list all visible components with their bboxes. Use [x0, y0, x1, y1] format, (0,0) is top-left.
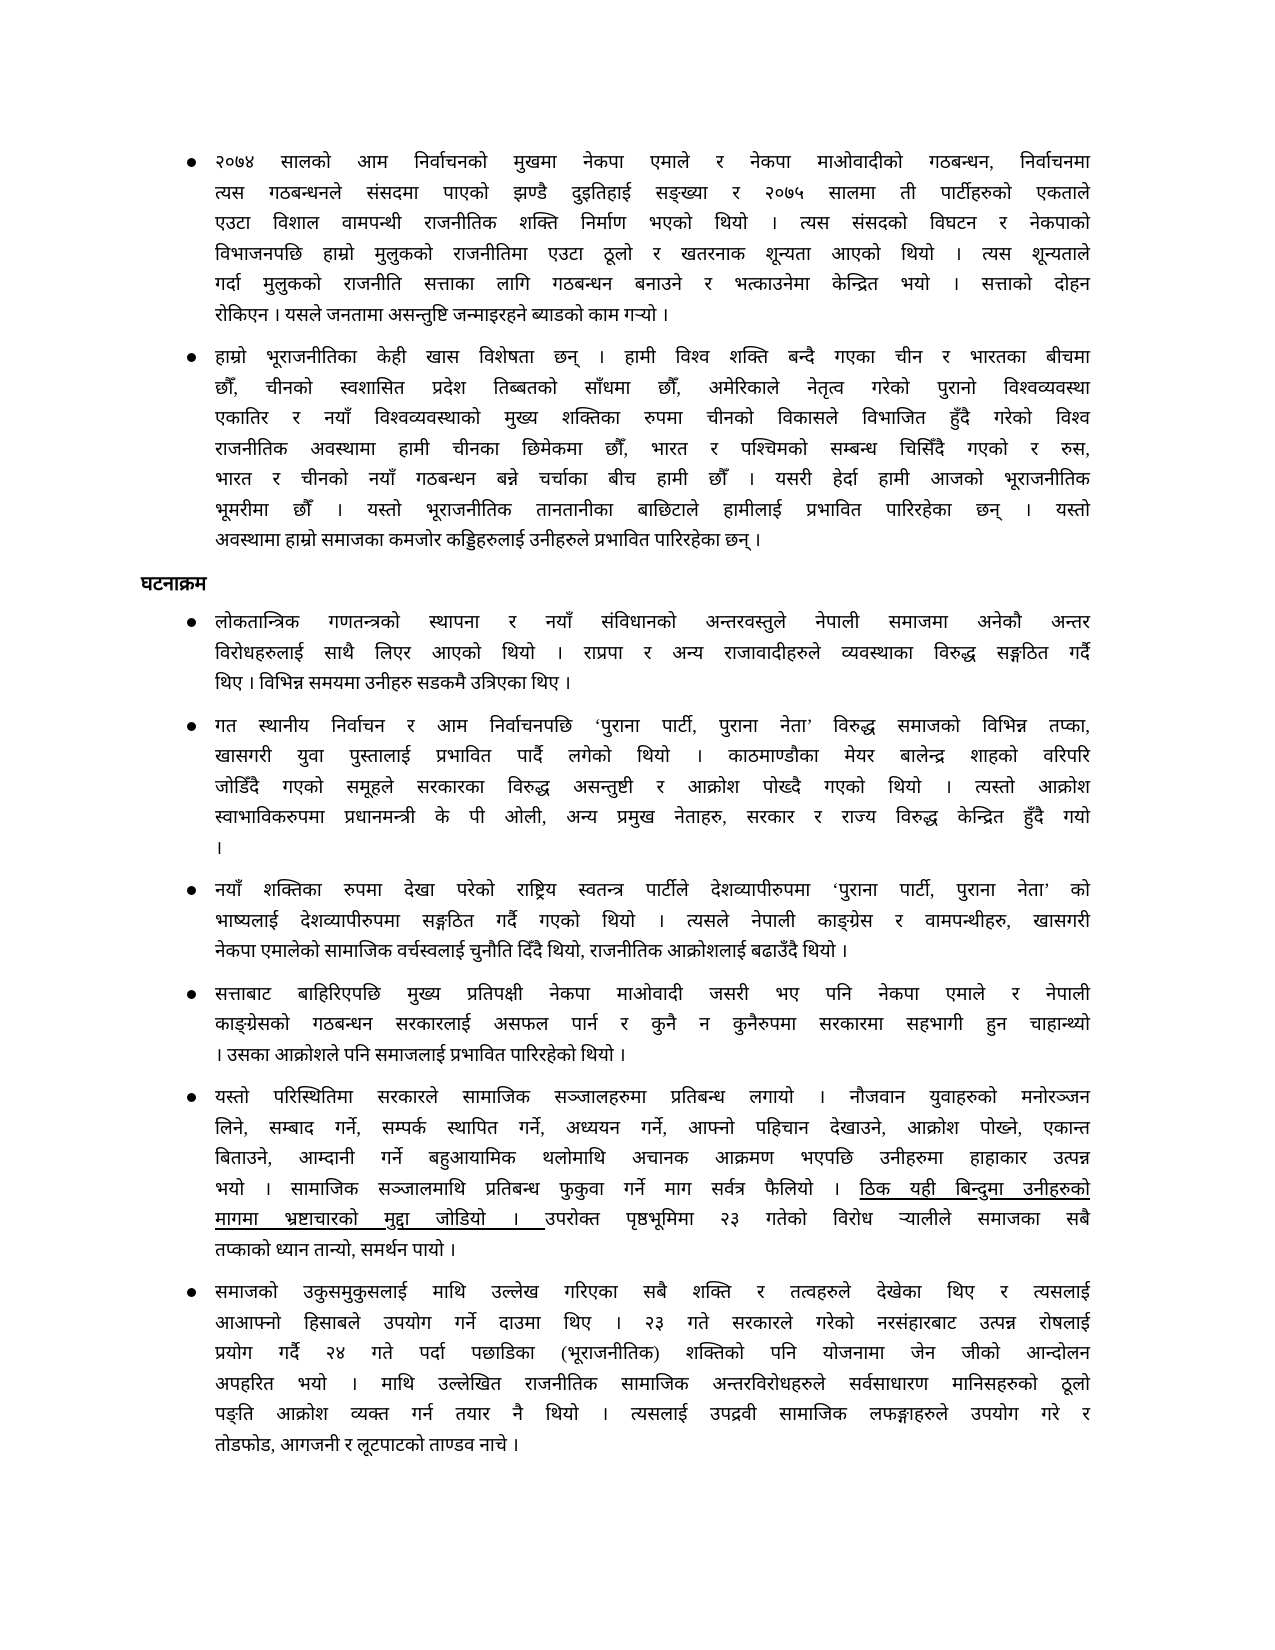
- text-line: भाष्यलाई देशव्यापीरुपमा सङ्गठित गर्दै गएको थियो । त्यसले नेपाली काङ्ग्रेस र वामपन्थीहरु, खासगरी: [215, 910, 1090, 932]
- bullet-item: [185, 712, 1090, 865]
- bullet-item: [185, 343, 1090, 557]
- text-line: गर्दा मुलुकको राजनीति सत्ताका लागि गठबन्धन बनाउने र भत्काउनेमा केन्द्रित भयो । सत्ताको दोहन: [215, 274, 1090, 295]
- section-heading: घटनाक्रम: [141, 572, 207, 595]
- bullet-item: [185, 1278, 1090, 1461]
- text-line: छौँ, चीनको स्वशासित प्रदेश तिब्बतको साँधमा छौँ, अमेरिकाले नेतृत्व गरेको पुरानो विश्वव्यवस्था: [215, 377, 1090, 399]
- text-line: एउटा विशाल वामपन्थी राजनीतिक शक्ति निर्माण भएको थियो । त्यस संसदको विघटन र नेकपाको: [215, 213, 1090, 234]
- text-line: थिए । विभिन्न समयमा उनीहरु सडकमै उत्रिएका थिए ।: [215, 673, 571, 694]
- bullet-icon: [187, 158, 196, 167]
- text-line: सत्ताबाट बाहिरिएपछि मुख्य प्रतिपक्षी नेकपा माओवादी जसरी भए पनि नेकपा एमाले र नेपाली: [215, 983, 1090, 1005]
- text-line: भारत र चीनको नयाँ गठबन्धन बन्ने चर्चाका बीच हामी छौँ । यसरी हेर्दा हामी आजको भूराजनीतिक: [215, 469, 1090, 490]
- document-body: [141, 148, 1090, 1461]
- text-line: तप्काको ध्यान तान्यो, समर्थन पायो ।: [215, 1239, 456, 1261]
- text-line: राजनीतिक अवस्थामा हामी चीनका छिमेकमा छौँ, भारत र पश्चिमको सम्बन्ध चिसिँदै गएको र रुस,: [215, 438, 1090, 460]
- text-line: । उसका आक्रोशले पनि समाजलाई प्रभावित पारिरहेको थियो ।: [215, 1044, 626, 1066]
- text-line: त्यस गठबन्धनले संसदमा पाएको झण्डै दुइतिहाई सङ्ख्या र २०७५ सालमा ती पार्टीहरुको एकताले: [215, 182, 1090, 204]
- text-line: बिताउने, आम्दानी गर्ने बहुआयामिक थलोमाथि अचानक आक्रमण भएपछि उनीहरुमा हाहाकार उत्पन्न: [215, 1148, 1090, 1169]
- underlined-text: मागमा भ्रष्टाचारको मुद्दा जोडियो ।: [215, 1209, 546, 1230]
- text-line: नेकपा एमालेको सामाजिक वर्चस्वलाई चुनौति दिँदै थियो, राजनीतिक आक्रोशलाई बढाउँदै थियो ।: [215, 941, 848, 962]
- bullet-item: [185, 148, 1090, 331]
- text-line: ।: [215, 837, 223, 859]
- text-line: लिने, सम्बाद गर्ने, सम्पर्क स्थापित गर्ने, अध्ययन गर्ने, आफ्नो पहिचान देखाउने, आक्रोश पोख्ने, एकान्त: [215, 1117, 1090, 1139]
- text-line: नयाँ शक्तिका रुपमा देखा परेको राष्ट्रिय स्वतन्त्र पार्टीले देशव्यापीरुपमा ‘पुराना पार्टी, पुराना नेता’ को: [215, 880, 1090, 901]
- bullet-icon: [187, 1093, 196, 1102]
- bullet-icon: [187, 1288, 196, 1297]
- text-line: रोकिएन । यसले जनतामा असन्तुष्टि जन्माइरहने ब्याडको काम गऱ्यो ।: [215, 304, 669, 326]
- text-line: [215, 1205, 1090, 1236]
- text-line: खासगरी युवा पुस्तालाई प्रभावित पार्दै लगेको थियो । काठमाण्डौका मेयर बालेन्द्र शाहको वरिपरि: [215, 746, 1090, 767]
- text-line: समाजको उकुसमुकुसलाई माथि उल्लेख गरिएका सबै शक्ति र तत्वहरुले देखेका थिए र त्यसलाई: [215, 1282, 1090, 1303]
- text-line: गत स्थानीय निर्वाचन र आम निर्वाचनपछि ‘पुराना पार्टी, पुराना नेता’ विरुद्ध समाजको विभिन्न तप्का,: [215, 715, 1090, 737]
- bullet-icon: [187, 618, 196, 627]
- text-line: स्वाभाविकरुपमा प्रधानमन्त्री के पी ओली, अन्य प्रमुख नेताहरु, सरकार र राज्य विरुद्ध केन्द्रित हुँदै गयो: [215, 807, 1090, 828]
- text-line: तोडफोड, आगजनी र लूटपाटको ताण्डव नाचे ।: [215, 1434, 519, 1456]
- text-segment: भयो । सामाजिक सञ्जालमाथि प्रतिबन्ध फुकुवा गर्ने माग सर्वत्र फैलियो ।: [215, 1178, 860, 1200]
- text-line: आआफ्नो हिसाबले उपयोग गर्ने दाउमा थिए । २३ गते सरकारले गरेको नरसंहारबाट उत्पन्न रोषलाई: [215, 1312, 1090, 1334]
- text-line: लोकतान्त्रिक गणतन्त्रको स्थापना र नयाँ संविधानको अन्तरवस्तुले नेपाली समाजमा अनेकौ अन्तर: [215, 612, 1090, 633]
- text-line: यस्तो परिस्थितिमा सरकारले सामाजिक सञ्जालहरुमा प्रतिबन्ध लगायो । नौजवान युवाहरुको मनोरञ्जन: [215, 1087, 1090, 1108]
- bullet-item: [185, 1083, 1090, 1266]
- text-segment: उपरोक्त पृष्ठभूमिमा २३ गतेको विरोध ऱ्यालीले समाजका सबै: [545, 1209, 1090, 1230]
- bullet-icon: [187, 353, 196, 362]
- text-line: प्रयोग गर्दै २४ गते पर्दा पछाडिका (भूराजनीतिक) शक्तिको पनि योजनामा जेन जीको आन्दोलन: [215, 1343, 1090, 1364]
- text-line: एकातिर र नयाँ विश्वव्यवस्थाको मुख्य शक्तिका रुपमा चीनको विकासले विभाजित हुँदै गरेको विश्व: [215, 408, 1090, 429]
- text-line: विरोधहरुलाई साथै लिएर आएको थियो । राप्रपा र अन्य राजावादीहरुले व्यवस्थाका विरुद्ध सङ्गठित गर्दै: [215, 642, 1090, 664]
- bullet-item: [185, 608, 1090, 700]
- bullet-item: [185, 980, 1090, 1072]
- text-line: हाम्रो भूराजनीतिका केही खास विशेषता छन् । हामी विश्व शक्ति बन्दै गएका चीन र भारतका बीचमा: [215, 347, 1090, 368]
- text-line: अपहरित भयो । माथि उल्लेखित राजनीतिक सामाजिक अन्तरविरोधहरुले सर्वसाधारण मानिसहरुको ठूलो: [215, 1373, 1090, 1395]
- bullet-icon: [187, 722, 196, 731]
- bullet-icon: [187, 990, 196, 999]
- text-line: काङ्ग्रेसको गठबन्धन सरकारलाई असफल पार्न र कुनै न कुनैरुपमा सरकारमा सहभागी हुन चाहान्थ्यो: [215, 1014, 1090, 1035]
- text-line: अवस्थामा हाम्रो समाजका कमजोर कड्डिहरुलाई उनीहरुले प्रभावित पारिरहेका छन् ।: [215, 530, 761, 551]
- underlined-text: ठिक यही बिन्दुमा उनीहरुको: [859, 1178, 1090, 1200]
- text-line: भूमरीमा छौँ । यस्तो भूराजनीतिक तानतानीका बाछिटाले हामीलाई प्रभावित पारिरहेका छन् । यस्तो: [215, 499, 1090, 521]
- text-line: [215, 1175, 1090, 1206]
- text-line: जोडिँदै गएको समूहले सरकारका विरुद्ध असन्तुष्टी र आक्रोश पोख्दै गएको थियो । त्यस्तो आक्रोश: [215, 776, 1090, 798]
- bullet-icon: [187, 886, 196, 895]
- text-line: विभाजनपछि हाम्रो मुलुकको राजनीतिमा एउटा ठूलो र खतरनाक शून्यता आएको थियो । त्यस शून्यताले: [215, 243, 1090, 265]
- bullet-item: [185, 876, 1090, 968]
- text-line: पङ्ति आक्रोश व्यक्त गर्न तयार नै थियो । त्यसलाई उपद्रवी सामाजिक लफङ्गाहरुले उपयोग गरे र: [215, 1404, 1090, 1425]
- text-line: २०७४ सालको आम निर्वाचनको मुखमा नेकपा एमाले र नेकपा माओवादीको गठबन्धन, निर्वाचनमा: [215, 152, 1090, 173]
